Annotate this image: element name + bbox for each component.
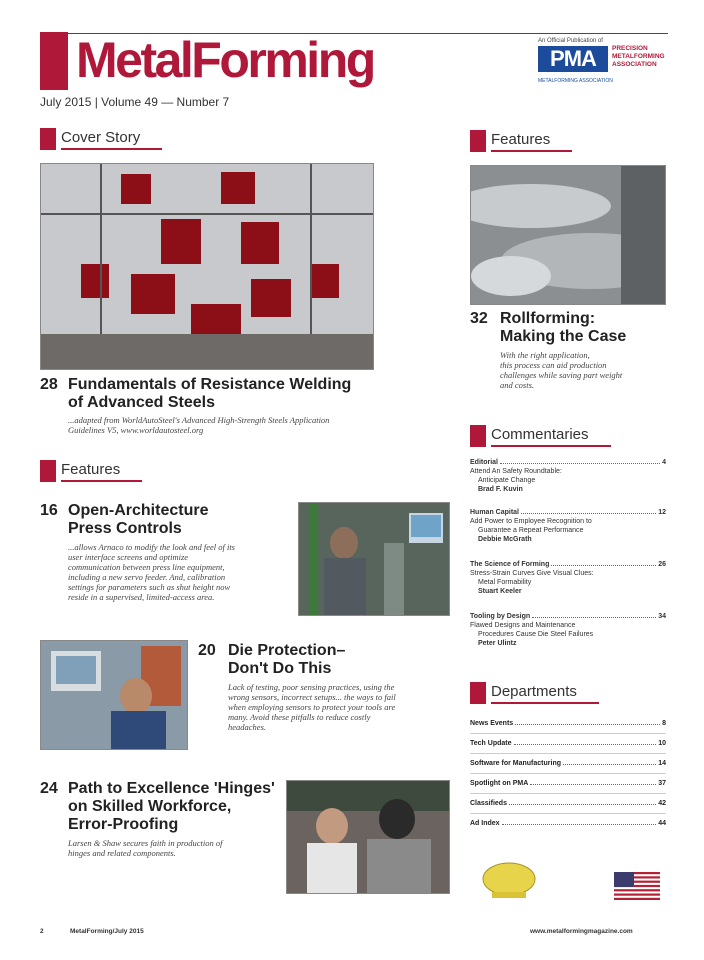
departments-label: Departments <box>491 683 599 704</box>
rollforming-title-1[interactable]: Rollforming: <box>500 310 596 327</box>
article-24-title-1[interactable]: Path to Excellence 'Hinges' <box>68 780 275 797</box>
article-16-title-2[interactable]: Press Controls <box>68 520 182 537</box>
commentary-tooling-by-design[interactable]: Tooling by Design 34 Flawed Designs and Maintenance Procedures Cause Die Steel Failures Peter Ulintz <box>470 610 666 648</box>
article-16-page: 16 <box>40 502 58 519</box>
article-16-dek: ...allows Arnaco to modify the look and feel of its user interface screens and optimize communication between press line equipment, including a new servo feeder. And, calibration settings for parameters such as shut height now reside in a supervised, limited-access area. <box>68 542 235 602</box>
features-left-label: Features <box>61 461 142 482</box>
article-20-page: 20 <box>198 642 216 659</box>
article-24-title-3[interactable]: Error-Proofing <box>68 816 179 833</box>
commentary-human-capital[interactable]: Human Capital 12 Add Power to Employee Recognition to Guarantee a Repeat Performance Debbie McGrath <box>470 506 666 544</box>
pma-logo: PMA <box>538 46 608 72</box>
cover-story-page: 28 <box>40 376 58 393</box>
award-logo <box>480 858 538 905</box>
article-24-page: 24 <box>40 780 58 797</box>
article-16-photo <box>298 502 450 616</box>
commentary-science-of-forming[interactable]: The Science of Forming 26 Stress-Strain Curves Give Visual Clues: Metal Formability Stuart Keeler <box>470 558 666 596</box>
cover-story-title-1[interactable]: Fundamentals of Resistance Welding <box>68 376 352 393</box>
article-16-title-1[interactable]: Open-Architecture <box>68 502 209 519</box>
features-right-header <box>470 130 572 152</box>
footer-publication: MetalForming/July 2015 <box>70 928 144 935</box>
features-left-header <box>40 460 142 482</box>
rollforming-dek: With the right application, this process can aid production challenges while saving part weight and costs. <box>500 350 623 390</box>
cover-story-title-2[interactable]: of Advanced Steels <box>68 394 216 411</box>
commentaries-label: Commentaries <box>491 426 611 447</box>
pma-side-text: PRECISION METALFORMING ASSOCIATION <box>612 45 665 68</box>
us-flag-icon <box>614 872 660 905</box>
article-20-title-2[interactable]: Don't Do This <box>228 660 332 677</box>
dept-divider <box>470 813 666 814</box>
pma-under-text: METALFORMING ASSOCIATION <box>538 78 613 84</box>
cover-story-photo <box>40 163 374 370</box>
dept-divider <box>470 753 666 754</box>
dept-divider <box>470 773 666 774</box>
dept-divider <box>470 733 666 734</box>
dept-spotlight-pma[interactable]: Spotlight on PMA 37 <box>470 780 666 787</box>
article-24-photo <box>286 780 450 894</box>
features-right-label: Features <box>491 131 572 152</box>
magazine-title: MetalForming <box>76 32 374 88</box>
rollforming-photo <box>470 165 666 305</box>
rollforming-title-2[interactable]: Making the Case <box>500 328 627 345</box>
article-24-dek: Larsen & Shaw secures faith in production of hinges and related components. <box>68 838 223 858</box>
cover-story-dek-1: ...adapted from WorldAutoSteel's Advanced High-Strength Steels Application <box>68 415 330 425</box>
pma-tagline: An Official Publication of <box>538 38 603 44</box>
dept-tech-update[interactable]: Tech Update 10 <box>470 740 666 747</box>
dept-divider <box>470 793 666 794</box>
masthead-bar <box>40 32 68 90</box>
dept-ad-index[interactable]: Ad Index 44 <box>470 820 666 827</box>
article-20-photo <box>40 640 188 750</box>
cover-story-header <box>40 128 162 150</box>
footer-url[interactable]: www.metalformingmagazine.com <box>530 928 633 935</box>
dept-news-events[interactable]: News Events 8 <box>470 720 666 727</box>
footer-page: 2 <box>40 928 44 935</box>
article-20-title-1[interactable]: Die Protection– <box>228 642 346 659</box>
commentary-editorial[interactable]: Editorial 4 Attend An Safety Roundtable: Anticipate Change Brad F. Kuvin <box>470 456 666 494</box>
cover-story-label: Cover Story <box>61 129 162 150</box>
issue-line: July 2015 | Volume 49 — Number 7 <box>40 95 230 109</box>
article-24-title-2[interactable]: on Skilled Workforce, <box>68 798 232 815</box>
departments-header <box>470 682 599 704</box>
commentaries-header <box>470 425 611 447</box>
rollforming-page: 32 <box>470 310 488 327</box>
cover-story-dek-2: Guidelines V5, www.worldautosteel.org <box>68 425 204 435</box>
dept-software[interactable]: Software for Manufacturing 14 <box>470 760 666 767</box>
article-20-dek: Lack of testing, poor sensing practices, using the wrong sensors, incorrect setups... the ways to fail when employing sensors to protect your tools are many. Avoid these pitfalls to reduce costly headaches. <box>228 682 396 732</box>
dept-classifieds[interactable]: Classifieds 42 <box>470 800 666 807</box>
